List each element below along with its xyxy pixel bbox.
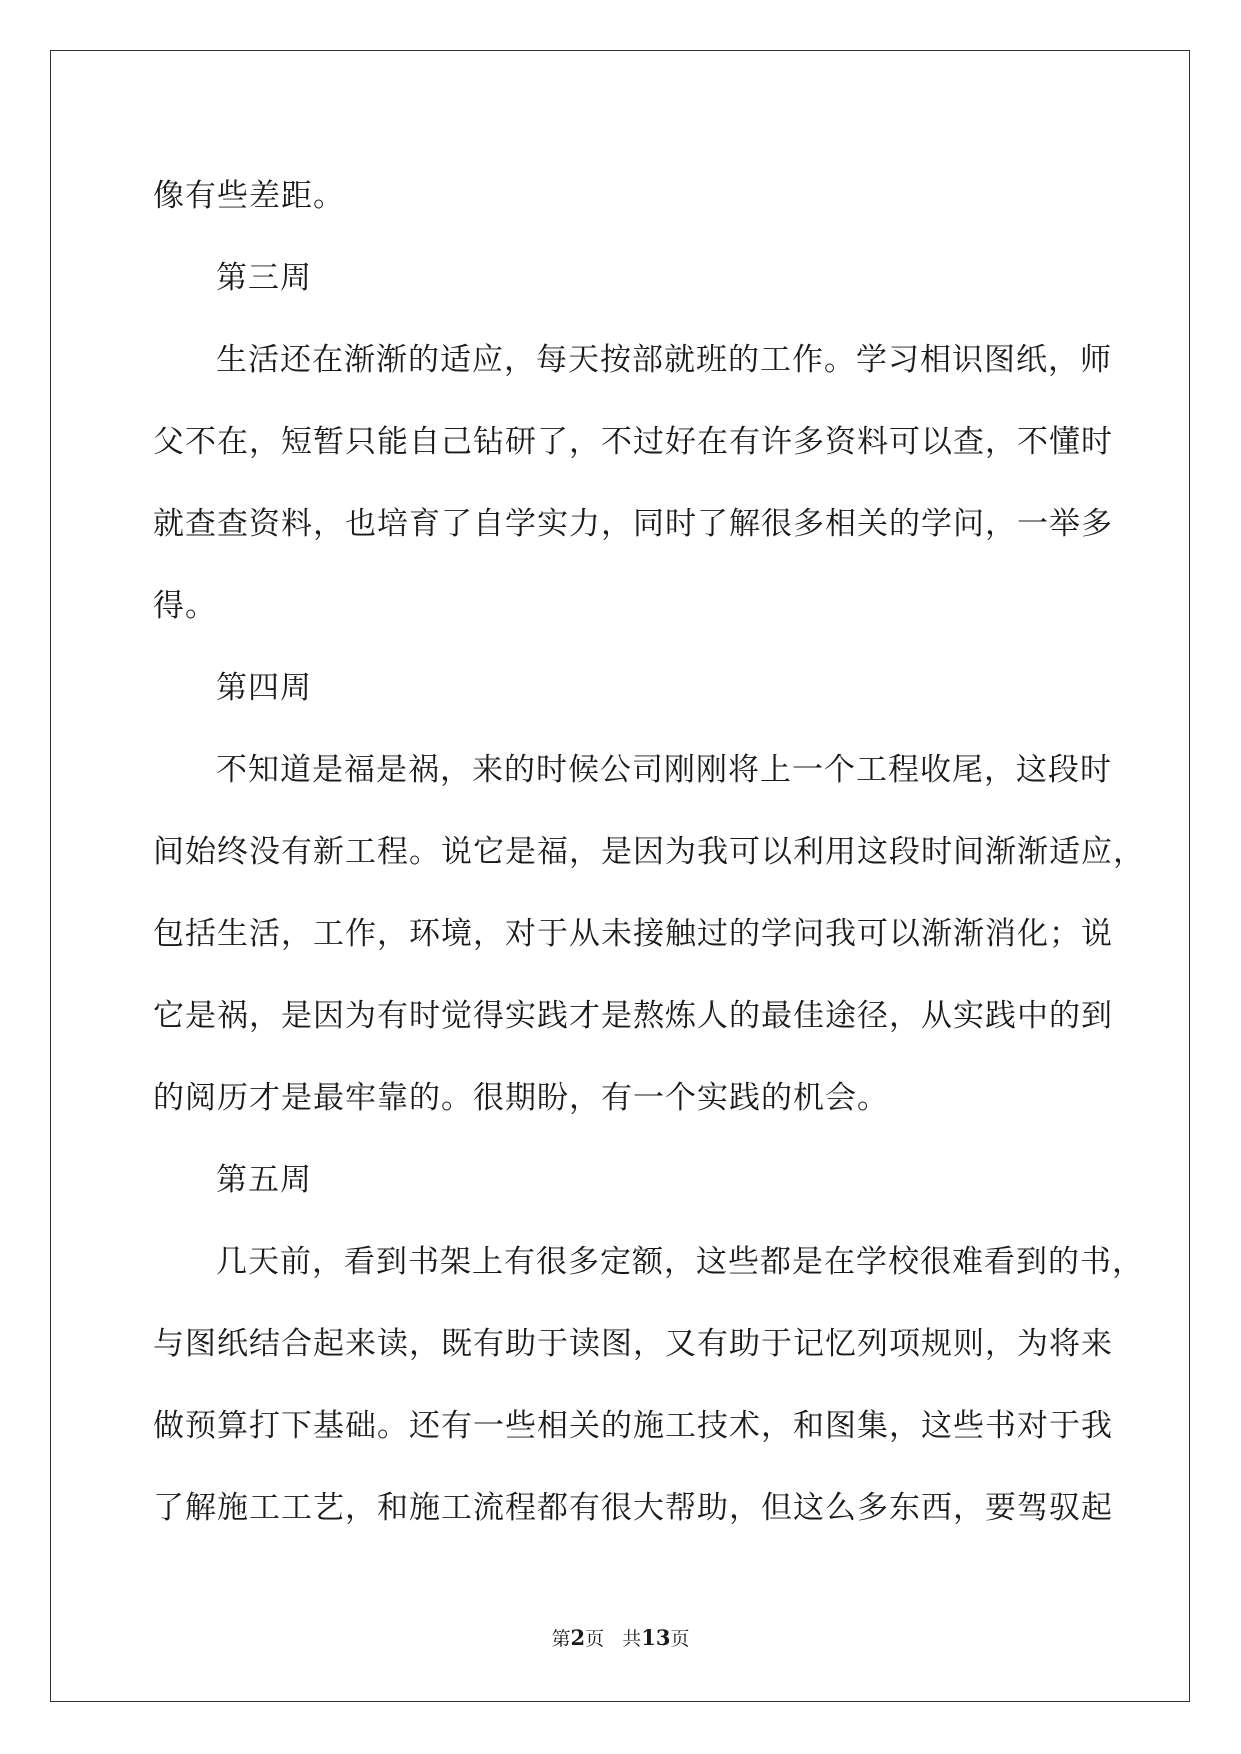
paragraph-line: 父不在，短暂只能自己钻研了，不过好在有许多资料可以查，不懂时 [153,424,1113,460]
paragraph-line: 间始终没有新工程。说它是福，是因为我可以利用这段时间渐渐适应， [153,834,1145,870]
paragraph-line: 了解施工工艺，和施工流程都有很大帮助，但这么多东西，要驾驭起 [153,1490,1113,1526]
section-heading-week-3: 第三周 [216,260,312,296]
footer-page-suffix: 页 [585,1628,605,1650]
document-body [153,155,1145,1549]
paragraph-line: 它是祸，是因为有时觉得实践才是熬炼人的最佳途径，从实践中的到 [153,998,1113,1034]
footer-total-suffix: 页 [670,1628,690,1650]
paragraph-line: 生活还在渐渐的适应，每天按部就班的工作。学习相识图纸，师 [216,342,1112,378]
current-page-number: 2 [570,1625,586,1650]
footer-prefix: 第 [551,1628,571,1650]
paragraph-line: 与图纸结合起来读，既有助于读图，又有助于记忆列项规则，为将来 [153,1326,1113,1362]
section-heading-week-5: 第五周 [216,1162,312,1198]
total-page-count: 13 [641,1625,671,1650]
paragraph-line: 做预算打下基础。还有一些相关的施工技术，和图集，这些书对于我 [153,1408,1113,1444]
paragraph-line: 的阅历才是最牢靠的。很期盼，有一个实践的机会。 [153,1080,889,1116]
paragraph-line: 得。 [153,588,217,624]
paragraph-line: 包括生活，工作，环境，对于从未接触过的学问我可以渐渐消化；说 [153,916,1113,952]
section-heading-week-4: 第四周 [216,670,312,706]
footer-total-prefix: 共 [622,1628,642,1650]
paragraph-line: 就查查资料，也培育了自学实力，同时了解很多相关的学问，一举多 [153,506,1113,542]
page-footer [0,1624,1241,1651]
paragraph-line: 几天前，看到书架上有很多定额，这些都是在学校很难看到的书， [216,1244,1144,1280]
text-line-continuation: 像有些差距。 [153,178,345,214]
paragraph-line: 不知道是福是祸，来的时候公司刚刚将上一个工程收尾，这段时 [216,752,1112,788]
